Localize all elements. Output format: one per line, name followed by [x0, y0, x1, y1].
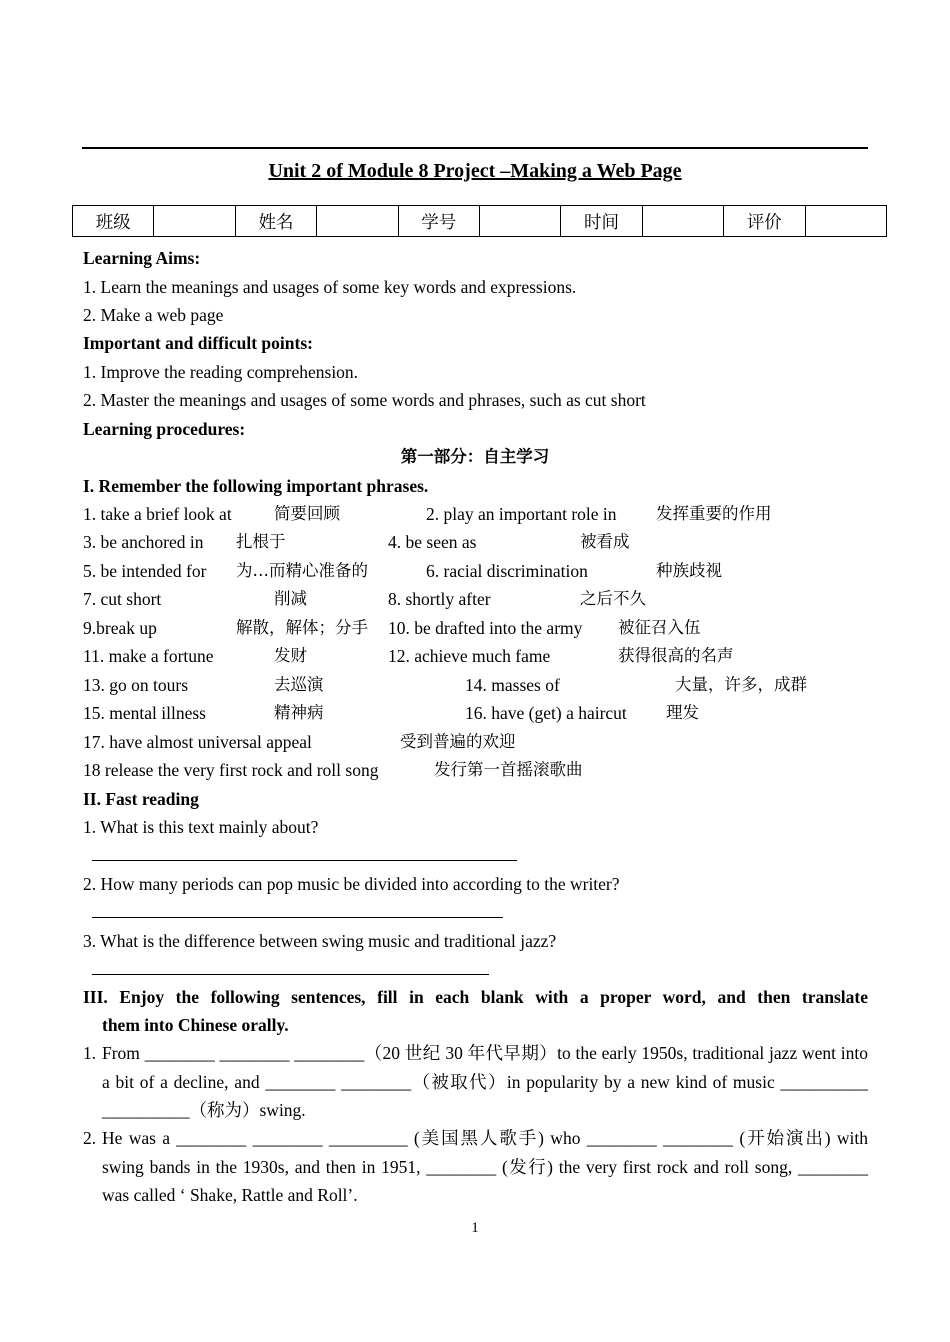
- sentence-number: 2.: [83, 1128, 97, 1148]
- aims-heading: Learning Aims:: [83, 248, 201, 268]
- name-label: 姓名: [235, 206, 316, 237]
- phrase-en: 7. cut short: [83, 589, 162, 609]
- phrase-en: 15. mental illness: [83, 703, 206, 723]
- phrase-cn: 去巡演: [274, 675, 324, 694]
- phrase-en: 4. be seen as: [388, 532, 477, 552]
- phrase-cn: 之后不久: [580, 589, 646, 608]
- phrase-cn: 被征召入伍: [618, 618, 701, 637]
- phrase-en: 1. take a brief look at: [83, 504, 232, 524]
- sentence-text: He was a ________ ________ _________ (美国黑人歌手) who ________ ________ (开始演出) with swing bands in the 1930s, and then in 1951, ________ (发行) the very first rock and roll song, ________ was called ‘ Shake, Rattle and Roll’.: [102, 1128, 868, 1205]
- phrase-cn: 为…而精心准备的: [236, 561, 368, 580]
- fill-sentence-1: [83, 1039, 868, 1125]
- phrase-cn: 大量，许多，成群: [675, 675, 807, 694]
- points-heading: Important and difficult points:: [83, 333, 313, 353]
- section-1-heading: I. Remember the following important phrases.: [83, 476, 429, 496]
- phrase-cn: 发行第一首摇滚歌曲: [434, 760, 583, 779]
- class-field[interactable]: [154, 206, 235, 237]
- answer-line-1[interactable]: [92, 860, 517, 861]
- phrase-en: 16. have (get) a haircut: [465, 703, 627, 723]
- phrase-en: 14. masses of: [465, 675, 560, 695]
- part-heading: 第一部分：自主学习: [400, 447, 550, 466]
- phrase-cn: 获得很高的名声: [618, 646, 734, 665]
- fill-sentence-2: [83, 1124, 868, 1210]
- page-title: Unit 2 of Module 8 Project –Making a Web Page: [268, 160, 682, 182]
- phrase-cn: 被看成: [580, 532, 630, 551]
- answer-line-3[interactable]: [92, 974, 489, 975]
- phrase-cn: 解散，解体；分手: [236, 618, 368, 637]
- answer-line-2[interactable]: [92, 917, 503, 918]
- point-item: 2. Master the meanings and usages of some words and phrases, such as cut short: [83, 390, 646, 410]
- header-rule: [82, 147, 868, 149]
- phrase-en: 3. be anchored in: [83, 532, 204, 552]
- phrase-cn: 削减: [274, 589, 307, 608]
- time-field[interactable]: [642, 206, 723, 237]
- phrase-cn: 受到普遍的欢迎: [400, 732, 516, 751]
- evaluation-label: 评价: [724, 206, 805, 237]
- phrase-cn: 发财: [274, 646, 307, 665]
- section-3-heading-line2: them into Chinese orally.: [102, 1015, 289, 1035]
- phrase-en: 10. be drafted into the army: [388, 618, 583, 638]
- phrase-en: 13. go on tours: [83, 675, 188, 695]
- phrase-en: 18 release the very first rock and roll song: [83, 760, 379, 780]
- evaluation-field[interactable]: [805, 206, 886, 237]
- time-label: 时间: [561, 206, 642, 237]
- phrase-en: 9.break up: [83, 618, 157, 638]
- sentence-number: 1.: [83, 1043, 97, 1063]
- point-item: 1. Improve the reading comprehension.: [83, 362, 359, 382]
- question-3: 3. What is the difference between swing music and traditional jazz?: [83, 931, 557, 951]
- phrase-cn: 扎根于: [236, 532, 286, 551]
- student-id-field[interactable]: [479, 206, 560, 237]
- question-1: 1. What is this text mainly about?: [83, 817, 319, 837]
- page-number: 1: [471, 1220, 479, 1236]
- procedures-heading: Learning procedures:: [83, 419, 246, 439]
- student-id-label: 学号: [398, 206, 479, 237]
- name-field[interactable]: [317, 206, 398, 237]
- phrase-en: 11. make a fortune: [83, 646, 214, 666]
- phrase-en: 6. racial discrimination: [426, 561, 588, 581]
- phrase-en: 2. play an important role in: [426, 504, 617, 524]
- phrase-cn: 简要回顾: [274, 504, 340, 523]
- phrase-en: 5. be intended for: [83, 561, 207, 581]
- student-info-table: [72, 205, 887, 237]
- aim-item: 1. Learn the meanings and usages of some key words and expressions.: [83, 277, 577, 297]
- aim-item: 2. Make a web page: [83, 305, 224, 325]
- phrase-cn: 精神病: [274, 703, 324, 722]
- class-label: 班级: [73, 206, 154, 237]
- section-3-heading-line1: III. Enjoy the following sentences, fill in each blank with a proper word, and then translate: [83, 987, 868, 1007]
- phrase-cn: 发挥重要的作用: [656, 504, 772, 523]
- phrase-cn: 种族歧视: [656, 561, 722, 580]
- phrase-cn: 理发: [666, 703, 699, 722]
- question-2: 2. How many periods can pop music be divided into according to the writer?: [83, 874, 620, 894]
- phrase-en: 17. have almost universal appeal: [83, 732, 312, 752]
- phrase-en: 8. shortly after: [388, 589, 491, 609]
- section-2-heading: II. Fast reading: [83, 789, 199, 809]
- sentence-text: From ________ ________ ________（20 世纪 30 年代早期）to the early 1950s, traditional jazz went into a bit of a decline, and ________ ________（被取代）in popularity by a new kind of music __________ __________（称为）swing.: [102, 1043, 868, 1120]
- phrase-en: 12. achieve much fame: [388, 646, 551, 666]
